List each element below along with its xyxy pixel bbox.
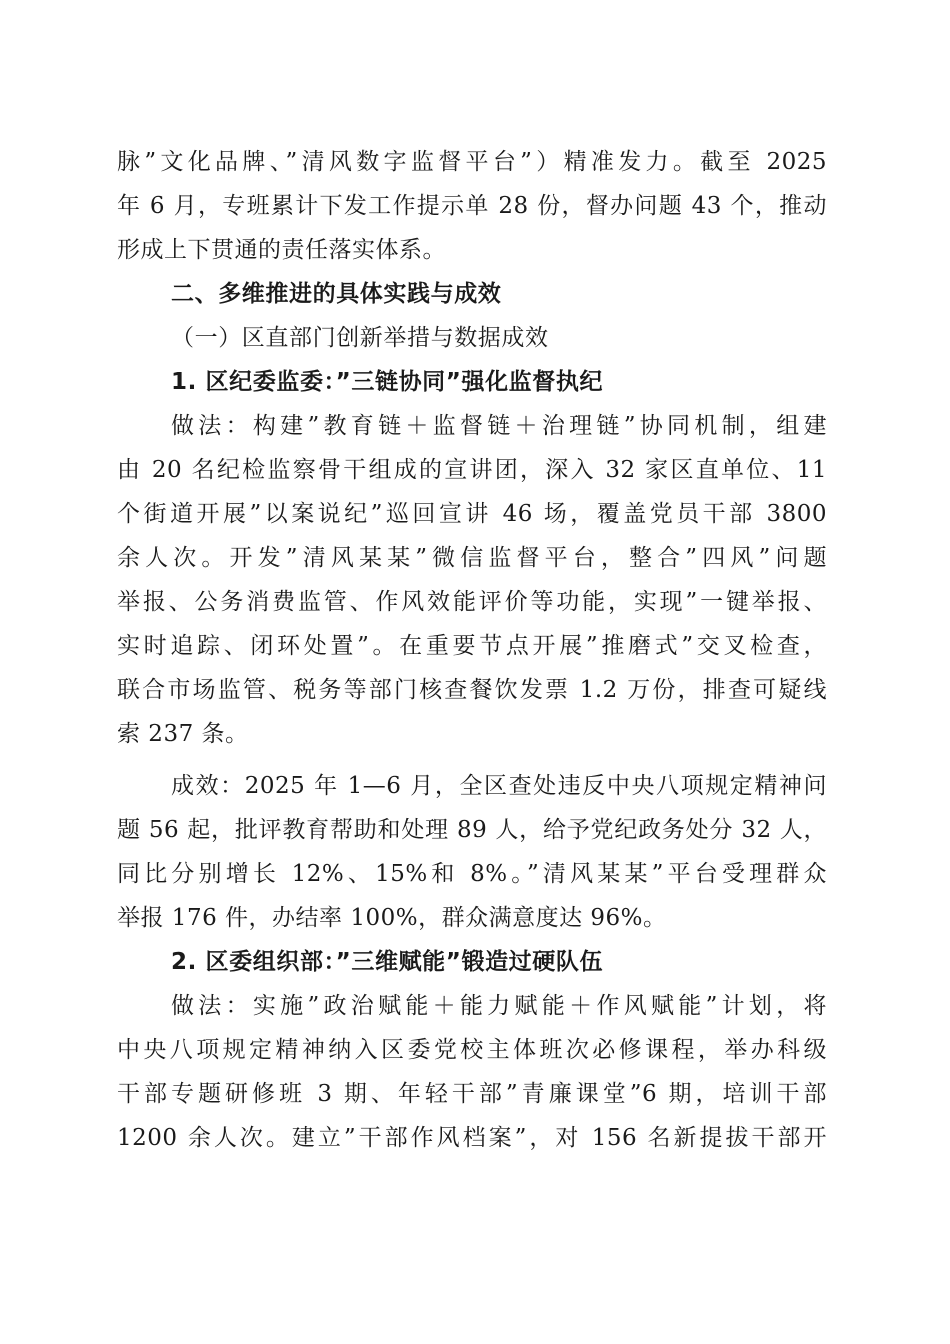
paragraph-line: 题 56 起，批评教育帮助和处理 89 人，给予党纪政务处分 32 人， (117, 817, 827, 843)
paragraph-line: 举报、公务消费监管、作风效能评价等功能，实现”一键举报、 (117, 589, 827, 615)
paragraph-line: 联合市场监管、税务等部门核查餐饮发票 1.2 万份，排查可疑线 (117, 677, 827, 703)
item1-result-paragraph (117, 764, 827, 940)
paragraph-line: 同比分别增长 12%、15%和 8%。”清风某某”平台受理群众 (117, 861, 827, 887)
paragraph-line: 实时追踪、闭环处置”。在重要节点开展”推磨式”交叉检查， (117, 633, 827, 659)
intro-line: 年 6 月，专班累计下发工作提示单 28 份，督办问题 43 个，推动 (117, 193, 827, 219)
intro-paragraph (117, 140, 827, 272)
item1-practice-paragraph (117, 404, 827, 756)
paragraph-line: 中央八项规定精神纳入区委党校主体班次必修课程，举办科级 (117, 1037, 827, 1063)
document-page (117, 140, 827, 1160)
intro-line: 脉”文化品牌、”清风数字监督平台”）精准发力。截至 2025 (117, 149, 827, 175)
paragraph-line: 由 20 名纪检监察骨干组成的宣讲团，深入 32 家区直单位、11 (117, 457, 827, 483)
paragraph-line: 1200 余人次。建立”干部作风档案”，对 156 名新提拔干部开 (117, 1125, 827, 1151)
item1-title: 1. 区纪委监委：”三链协同”强化监督执纪 (171, 369, 604, 395)
paragraph-line: 做法：实施”政治赋能＋能力赋能＋作风赋能”计划，将 (171, 993, 827, 1019)
paragraph-line: 余人次。开发”清风某某”微信监督平台，整合”四风”问题 (117, 545, 827, 571)
paragraph-line: 索 237 条。 (117, 721, 249, 747)
item2-practice-paragraph (117, 984, 827, 1160)
paragraph-line: 做法：构建”教育链＋监督链＋治理链”协同机制，组建 (171, 413, 827, 439)
item2-title: 2. 区委组织部：”三维赋能”锻造过硬队伍 (171, 949, 604, 975)
paragraph-line: 个街道开展”以案说纪”巡回宣讲 46 场，覆盖党员干部 3800 (117, 501, 827, 527)
paragraph-line: 干部专题研修班 3 期、年轻干部”青廉课堂”6 期，培训干部 (117, 1081, 827, 1107)
section-title: 二、多维推进的具体实践与成效 (171, 281, 502, 307)
intro-line: 形成上下贯通的责任落实体系。 (117, 237, 446, 263)
paragraph-line: 成效：2025 年 1—6 月，全区查处违反中央八项规定精神问 (171, 773, 827, 799)
subsection-title: （一）区直部门创新举措与数据成效 (171, 325, 549, 351)
paragraph-line: 举报 176 件，办结率 100%，群众满意度达 96%。 (117, 905, 667, 931)
